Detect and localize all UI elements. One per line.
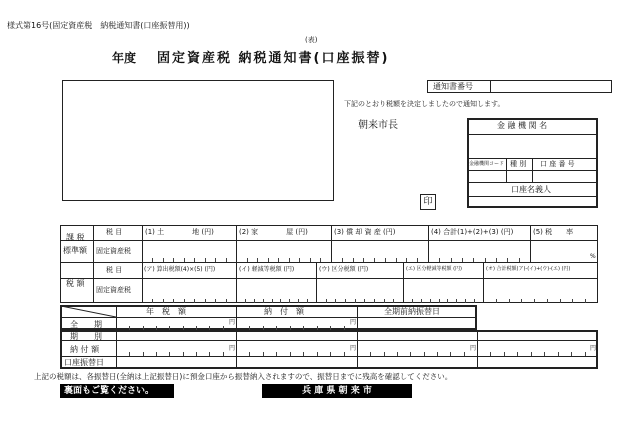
decision-text: 下記のとおり税額を決定しましたので通知します。: [344, 100, 505, 108]
year-label: 年度: [112, 51, 137, 65]
digit-tick: [194, 258, 195, 262]
digit-tick: [485, 258, 486, 262]
digit-tick: [299, 258, 300, 262]
divider: [477, 330, 478, 369]
digit-tick: [572, 299, 573, 303]
digit-tick: [507, 258, 508, 262]
account-number-label: 口 座 番 号: [540, 160, 575, 168]
digit-tick: [363, 258, 364, 262]
divider: [506, 158, 507, 182]
divider: [61, 317, 476, 318]
divider: [236, 225, 237, 303]
column-rate: (5) 税 率: [533, 228, 574, 236]
column-reduction: (イ) 軽減等税額 (円): [239, 266, 295, 273]
form-number: 様式第16号(固定資産税 納税通知書(口座振替用)): [7, 21, 190, 30]
divider: [428, 225, 429, 262]
digit-tick: [247, 258, 248, 262]
digit-tick: [272, 299, 273, 303]
digit-tick: [439, 299, 440, 303]
account-holder-label: 口座名義人: [511, 185, 551, 194]
back-notice: 裏面もご覧ください。: [60, 384, 174, 398]
digit-tick: [447, 299, 448, 303]
digit-tick: [276, 326, 277, 330]
digit-tick: [169, 326, 170, 330]
yen-unit: 円: [229, 345, 236, 352]
digit-tick: [143, 352, 144, 356]
payment-amount-header: 納 付 額: [264, 307, 304, 316]
digit-tick: [280, 299, 281, 303]
yen-unit: 円: [350, 319, 357, 326]
digit-tick: [437, 352, 438, 356]
divider: [468, 182, 597, 183]
digit-tick: [370, 352, 371, 356]
divider: [357, 305, 358, 369]
digit-tick: [412, 299, 413, 303]
assessment-table: [60, 225, 598, 303]
transfer-date-label: 口座振替日: [64, 358, 104, 367]
digit-tick: [396, 258, 397, 262]
digit-tick: [184, 258, 185, 262]
digit-tick: [169, 352, 170, 356]
divider: [61, 356, 597, 357]
digit-tick: [504, 352, 505, 356]
digit-tick: [517, 352, 518, 356]
digit-tick: [226, 258, 227, 262]
digit-tick: [547, 299, 548, 303]
digit-tick: [307, 299, 308, 303]
diagonal-line: [61, 306, 116, 317]
digit-tick: [421, 299, 422, 303]
digit-tick: [374, 299, 375, 303]
digit-tick: [355, 299, 356, 303]
yen-unit: 円: [590, 345, 597, 352]
period-label: 期 別: [70, 332, 102, 341]
digit-tick: [143, 326, 144, 330]
digit-tick: [290, 326, 291, 330]
tax-item-label-2: 税 目: [106, 266, 123, 274]
digit-tick: [465, 299, 466, 303]
digit-tick: [509, 299, 510, 303]
divider: [490, 80, 491, 93]
digit-tick: [152, 299, 153, 303]
yen-unit: 円: [229, 319, 236, 326]
digit-tick: [303, 326, 304, 330]
digit-tick: [196, 352, 197, 356]
digit-tick: [317, 352, 318, 356]
digit-tick: [317, 326, 318, 330]
digit-tick: [223, 352, 224, 356]
page-title: 固定資産税 納税通知書(口座振替): [157, 51, 390, 66]
digit-tick: [374, 258, 375, 262]
digit-tick: [183, 352, 184, 356]
digit-tick: [249, 352, 250, 356]
digit-tick: [268, 258, 269, 262]
column-division: (ウ) 区分税額 (円): [319, 266, 369, 273]
divider: [316, 262, 317, 303]
digit-tick: [534, 299, 535, 303]
digit-tick: [278, 258, 279, 262]
digit-tick: [439, 258, 440, 262]
digit-tick: [156, 352, 157, 356]
digit-tick: [353, 258, 354, 262]
digit-tick: [344, 352, 345, 356]
yen-unit: 円: [470, 345, 477, 352]
digit-tick: [496, 258, 497, 262]
digit-tick: [205, 258, 206, 262]
divider: [530, 225, 531, 262]
digit-tick: [209, 352, 210, 356]
payment-amount-label: 納 付 額: [70, 345, 100, 354]
digit-tick: [152, 258, 153, 262]
column-grand-total: (オ) 合計税額(ア)-(イ)+(ウ)-(エ) (円): [486, 266, 571, 272]
divider: [60, 262, 598, 263]
digit-tick: [205, 299, 206, 303]
city-name: 兵 庫 県 朝 来 市: [262, 384, 412, 398]
digit-tick: [450, 352, 451, 356]
digit-tick: [263, 326, 264, 330]
digit-tick: [330, 352, 331, 356]
digit-tick: [456, 299, 457, 303]
digit-tick: [560, 299, 561, 303]
annual-tax-header: 年 税 額: [146, 307, 186, 316]
digit-tick: [276, 352, 277, 356]
tax-name-2: 固定資産税: [96, 286, 131, 294]
digit-tick: [397, 352, 398, 356]
percent-sign: %: [590, 253, 596, 260]
digit-tick: [384, 299, 385, 303]
digit-tick: [223, 326, 224, 330]
tax-item-label: 税 目: [106, 228, 123, 236]
digit-tick: [521, 299, 522, 303]
digit-tick: [335, 299, 336, 303]
digit-tick: [163, 258, 164, 262]
digit-tick: [424, 352, 425, 356]
digit-tick: [173, 258, 174, 262]
digit-tick: [384, 352, 385, 356]
digit-tick: [473, 258, 474, 262]
column-house: (2) 家 屋 (円): [239, 228, 308, 236]
digit-tick: [257, 258, 258, 262]
divider: [331, 225, 332, 262]
installment-box: [60, 330, 598, 369]
digit-tick: [330, 326, 331, 330]
digit-tick: [310, 258, 311, 262]
digit-tick: [531, 352, 532, 356]
divider: [142, 225, 143, 303]
digit-tick: [289, 258, 290, 262]
assessment-row-label-1: 課 税: [66, 233, 85, 242]
digit-tick: [464, 352, 465, 356]
digit-tick: [156, 326, 157, 330]
digit-tick: [209, 326, 210, 330]
footer-note: 上記の税額は、各振替日(全納は上記振替日)に預金口座から振替納入されますので、振替日までに残高を確認してください。: [34, 372, 453, 381]
divider: [532, 158, 533, 182]
digit-tick: [196, 326, 197, 330]
digit-tick: [585, 352, 586, 356]
digit-tick: [289, 299, 290, 303]
seal-mark: 印: [420, 194, 436, 210]
digit-tick: [129, 352, 130, 356]
column-land: (1) 土 地 (円): [145, 228, 214, 236]
divider: [60, 240, 598, 241]
divider: [403, 262, 404, 303]
digit-tick: [364, 299, 365, 303]
notice-number-label: 通知書番号: [433, 82, 473, 91]
digit-tick: [344, 326, 345, 330]
digit-tick: [254, 299, 255, 303]
column-division-reduction: (エ) 区分軽減等税額 (円): [406, 266, 462, 272]
digit-tick: [474, 299, 475, 303]
digit-tick: [544, 352, 545, 356]
digit-tick: [129, 326, 130, 330]
digit-tick: [215, 299, 216, 303]
digit-tick: [585, 299, 586, 303]
digit-tick: [263, 299, 264, 303]
digit-tick: [245, 299, 246, 303]
divider: [483, 262, 484, 303]
divider: [468, 196, 597, 197]
divider: [468, 134, 597, 135]
digit-tick: [215, 258, 216, 262]
digit-tick: [194, 299, 195, 303]
digit-tick: [249, 326, 250, 330]
assessment-row-label-2: 標準額: [63, 246, 87, 255]
bank-code-label: 金融機関コード: [469, 161, 505, 167]
digit-tick: [451, 258, 452, 262]
digit-tick: [342, 258, 343, 262]
divider: [93, 225, 94, 303]
tax-amount-row-label: 税 額: [66, 279, 85, 288]
digit-tick: [290, 352, 291, 356]
digit-tick: [163, 299, 164, 303]
digit-tick: [385, 258, 386, 262]
digit-tick: [320, 258, 321, 262]
digit-tick: [519, 258, 520, 262]
digit-tick: [303, 352, 304, 356]
digit-tick: [558, 352, 559, 356]
digit-tick: [571, 352, 572, 356]
bank-title: 金 融 機 関 名: [497, 121, 548, 130]
divider: [60, 278, 598, 279]
yen-unit: 円: [350, 345, 357, 352]
digit-tick: [263, 352, 264, 356]
digit-tick: [183, 326, 184, 330]
divider: [236, 305, 237, 369]
digit-tick: [417, 258, 418, 262]
digit-tick: [326, 299, 327, 303]
digit-tick: [345, 299, 346, 303]
mayor-name: 朝来市長: [358, 120, 398, 131]
digit-tick: [226, 299, 227, 303]
digit-tick: [298, 299, 299, 303]
digit-tick: [462, 258, 463, 262]
full-prepay-date-header: 全期前納振替日: [384, 307, 440, 316]
tax-name: 固定資産税: [96, 247, 131, 255]
divider: [61, 340, 597, 341]
digit-tick: [173, 299, 174, 303]
column-depreciable: (3) 償 却 資 産 (円): [334, 228, 396, 236]
digit-tick: [393, 299, 394, 303]
address-window: [62, 80, 334, 201]
digit-tick: [430, 299, 431, 303]
column-calculated: (ア) 算出税額(4)×(5) (円): [144, 266, 216, 273]
digit-tick: [406, 258, 407, 262]
account-type-label: 種 別: [510, 160, 527, 168]
divider: [116, 305, 117, 369]
side-label: (表): [305, 36, 318, 44]
full-period-label: 全 期: [70, 320, 102, 329]
column-total: (4) 合計(1)+(2)+(3) (円): [431, 228, 514, 236]
digit-tick: [496, 299, 497, 303]
digit-tick: [490, 352, 491, 356]
digit-tick: [410, 352, 411, 356]
digit-tick: [184, 299, 185, 303]
